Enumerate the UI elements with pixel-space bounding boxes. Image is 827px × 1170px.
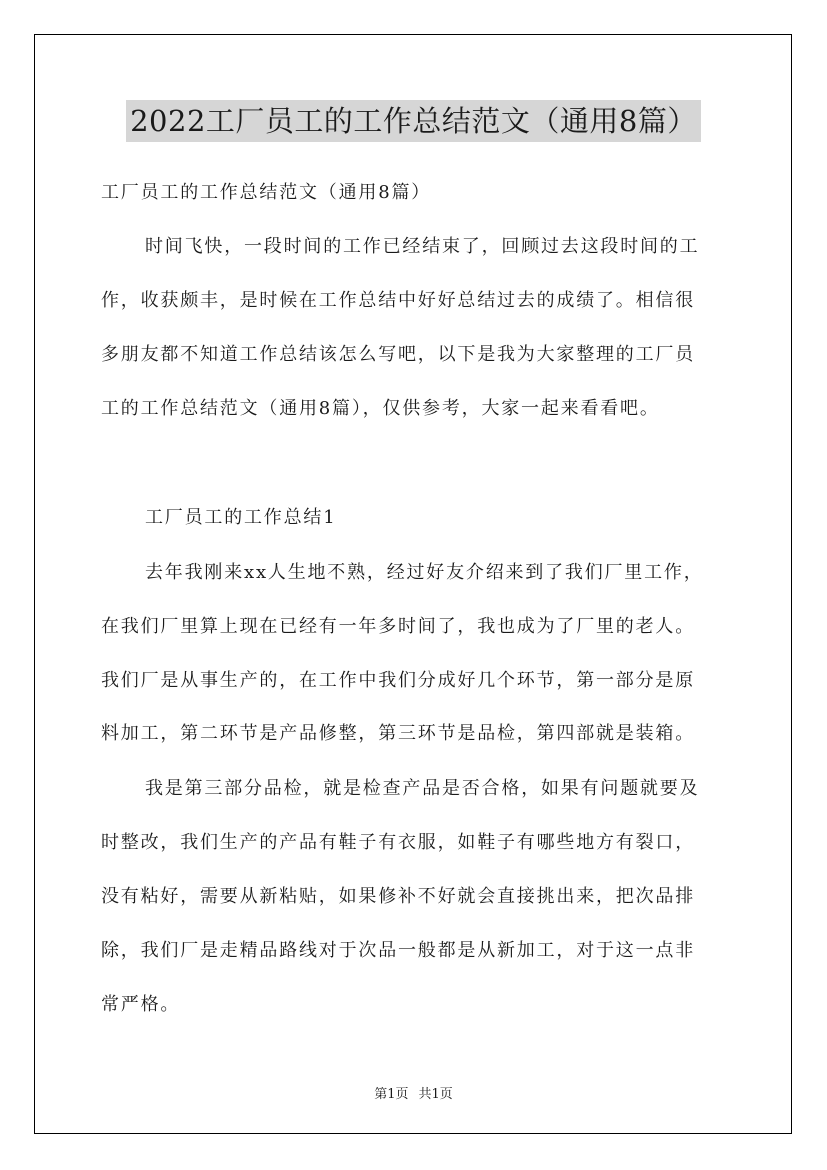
intro-line: 作，收获颇丰，是时候在工作总结中好好总结过去的成绩了。相信很 — [101, 290, 695, 311]
paragraph-line: 去年我刚来xx人生地不熟，经过好友介绍来到了我们厂里工作， — [145, 562, 704, 583]
paragraph-line: 时整改，我们生产的产品有鞋子有衣服，如鞋子有哪些地方有裂口， — [101, 832, 695, 853]
paragraph-line: 我是第三部分品检，就是检查产品是否合格，如果有问题就要及 — [145, 778, 700, 799]
page-total: 共1页 — [418, 1087, 453, 1102]
page-number: 第1页 — [374, 1087, 409, 1102]
paragraph-line: 没有粘好，需要从新粘贴，如果修补不好就会直接挑出来，把次品排 — [101, 886, 695, 907]
page-footer — [0, 1083, 827, 1102]
paragraph-line: 料加工，第二环节是产品修整，第三环节是品检，第四部就是装箱。 — [101, 723, 695, 744]
intro-line: 工的工作总结范文（通用8篇），仅供参考，大家一起来看看吧。 — [101, 398, 660, 419]
intro-line: 多朋友都不知道工作总结该怎么写吧，以下是我为大家整理的工厂员 — [101, 344, 695, 365]
paragraph-line: 除，我们厂是走精品路线对于次品一般都是从新加工，对于这一点非 — [101, 940, 695, 961]
document-title: 2022工厂员工的工作总结范文（通用8篇） — [126, 100, 701, 142]
intro-line: 时间飞快，一段时间的工作已经结束了，回顾过去这段时间的工 — [145, 236, 700, 257]
paragraph-line: 我们厂是从事生产的，在工作中我们分成好几个环节，第一部分是原 — [101, 670, 695, 691]
title-container — [0, 100, 827, 142]
subtitle: 工厂员工的工作总结范文（通用8篇） — [101, 182, 432, 203]
paragraph-line: 常严格。 — [101, 994, 181, 1015]
section-heading: 工厂员工的工作总结1 — [145, 507, 337, 528]
paragraph-line: 在我们厂里算上现在已经有一年多时间了，我也成为了厂里的老人。 — [101, 616, 695, 637]
